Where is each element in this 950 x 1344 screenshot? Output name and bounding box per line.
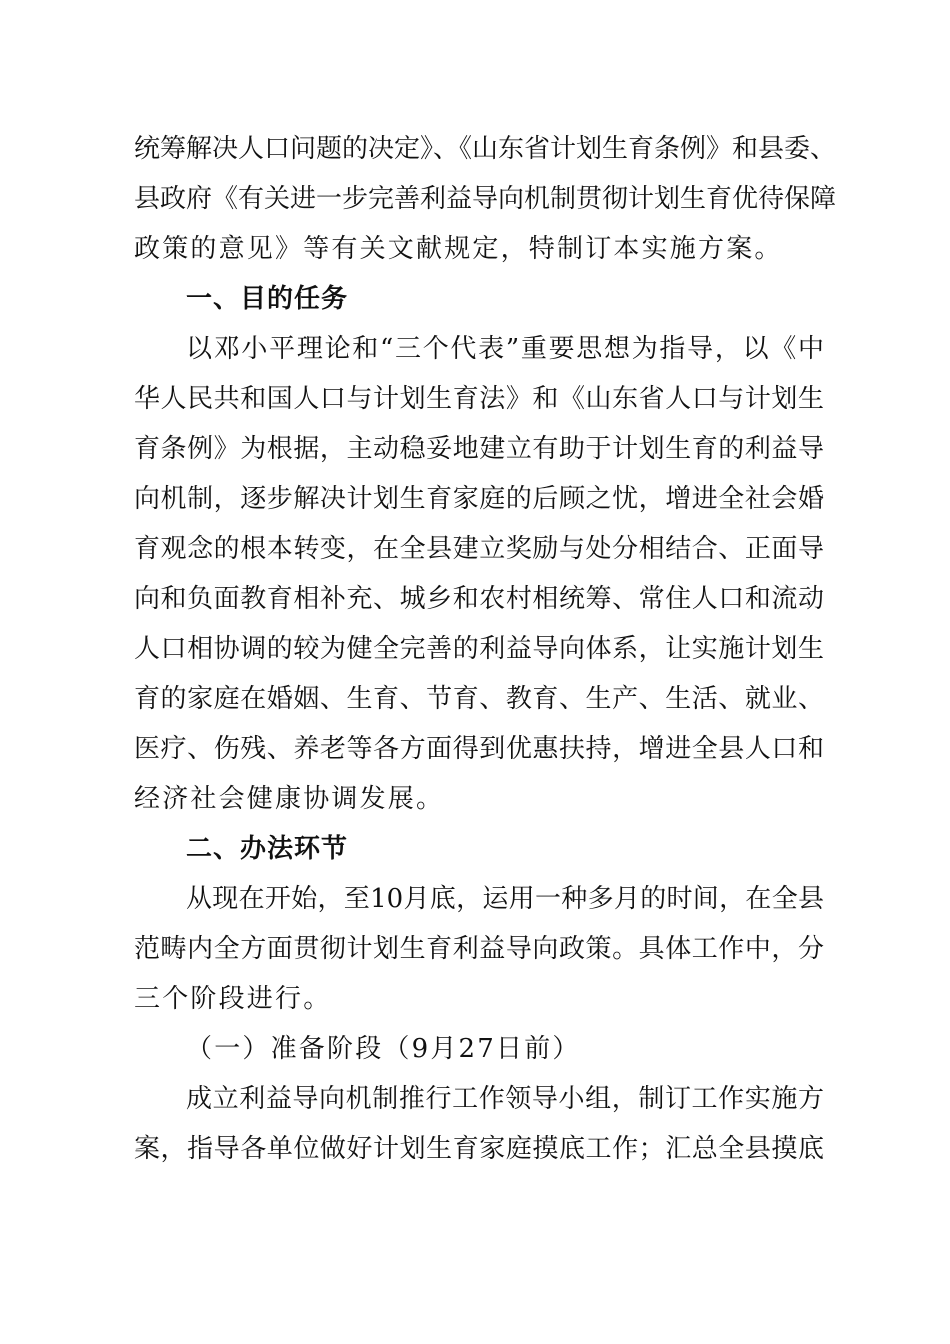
paragraph-line: 政策的意见》等有关文献规定，特制订本实施方案。 [134, 234, 783, 264]
section-heading: 一、目的任务 [186, 284, 349, 314]
paragraph-line: 经济社会健康协调发展。 [134, 784, 445, 814]
paragraph-line: 以邓小平理论和“三个代表”重要思想为指导，以《中 [186, 334, 824, 364]
paragraph-line: 育条例》为根据，主动稳妥地建立有助于计划生育的利益导 [134, 434, 824, 464]
subsection-heading: （一）准备阶段（9月27日前） [186, 1034, 581, 1064]
document-body [134, 124, 837, 1174]
paragraph-line: 医疗、伤残、养老等各方面得到优惠扶持，增进全县人口和 [134, 734, 824, 764]
paragraph-line: 三个阶段进行。 [134, 984, 332, 1014]
paragraph-line: 案，指导各单位做好计划生育家庭摸底工作；汇总全县摸底 [134, 1134, 824, 1164]
paragraph-line: 育观念的根本转变，在全县建立奖励与处分相结合、正面导 [134, 534, 824, 564]
paragraph-line: 育的家庭在婚姻、生育、节育、教育、生产、生活、就业、 [134, 684, 824, 714]
paragraph-line: 统筹解决人口问题的决定》、《山东省计划生育条例》和县委、 [134, 134, 837, 164]
paragraph-line: 范畴内全方面贯彻计划生育利益导向政策。具体工作中，分 [134, 934, 824, 964]
paragraph-line: 向和负面教育相补充、城乡和农村相统筹、常住人口和流动 [134, 584, 824, 614]
paragraph-line: 向机制，逐步解决计划生育家庭的后顾之忧，增进全社会婚 [134, 484, 824, 514]
paragraph-line: 人口相协调的较为健全完善的利益导向体系，让实施计划生 [134, 634, 824, 664]
paragraph-line: 从现在开始，至10月底，运用一种多月的时间，在全县 [186, 884, 824, 914]
section-heading: 二、办法环节 [186, 834, 349, 864]
paragraph-line: 县政府《有关进一步完善利益导向机制贯彻计划生育优待保障 [134, 184, 837, 214]
paragraph-line: 华人民共和国人口与计划生育法》和《山东省人口与计划生 [134, 384, 824, 414]
paragraph-line: 成立利益导向机制推行工作领导小组，制订工作实施方 [186, 1084, 824, 1114]
